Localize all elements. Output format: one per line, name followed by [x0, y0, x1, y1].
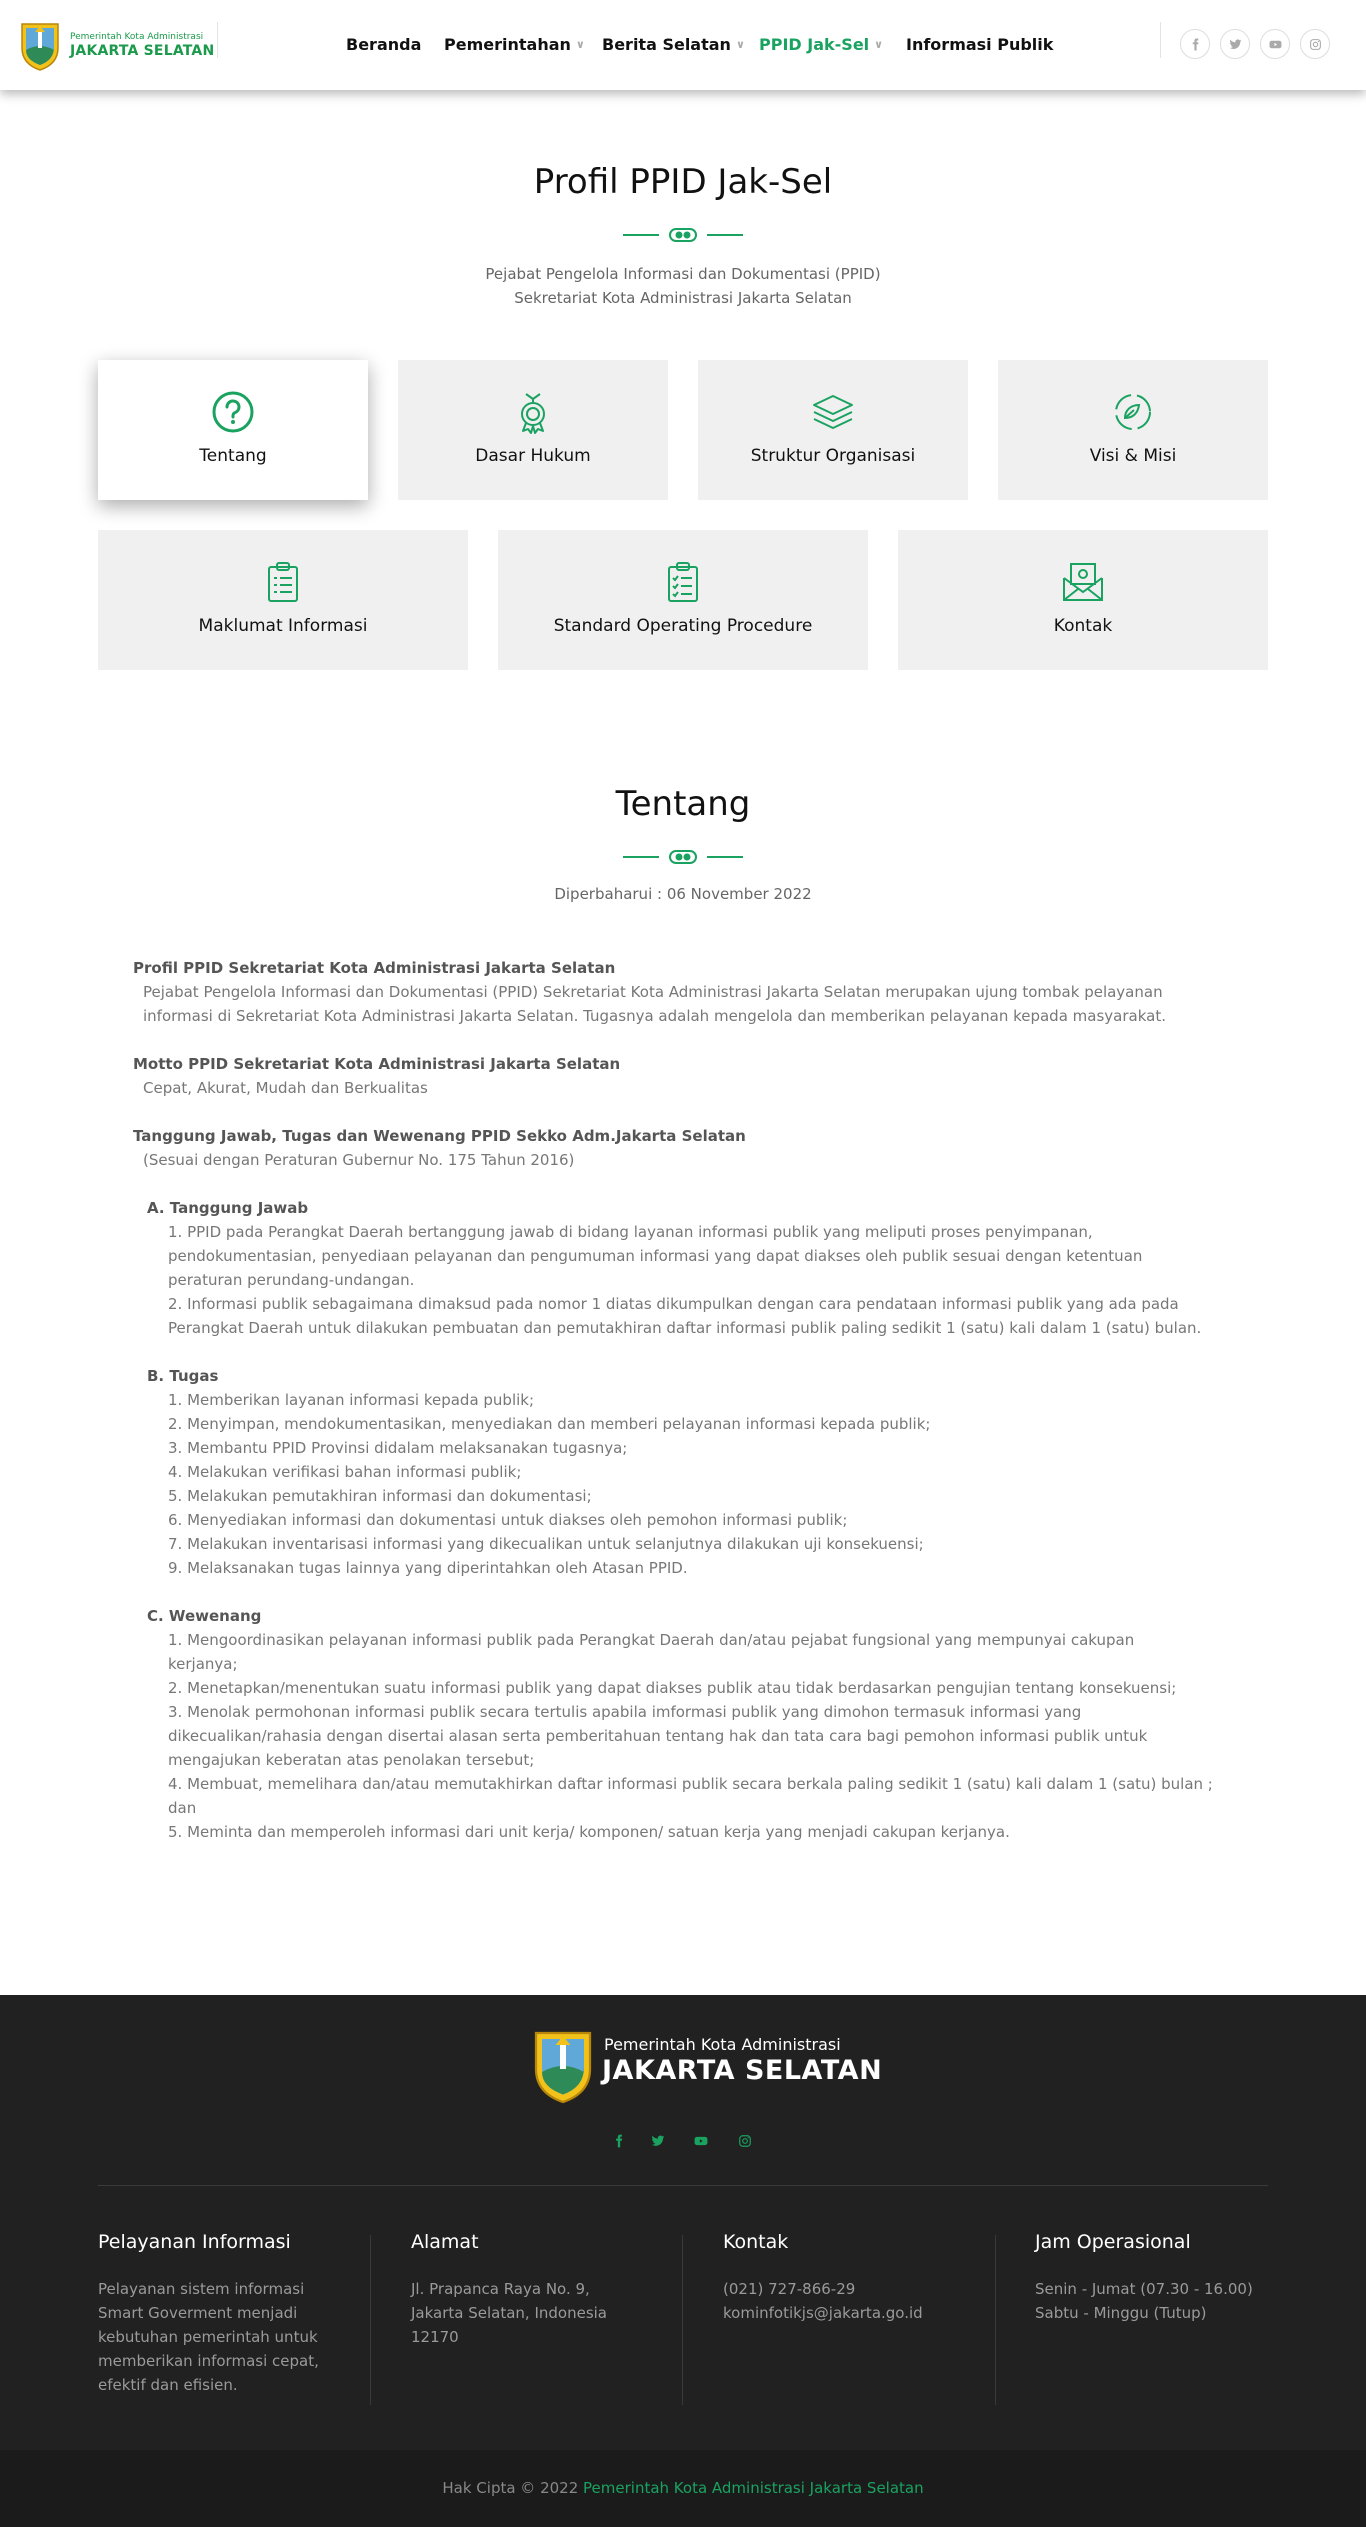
list-item: 2. Informasi publik sebagaimana dimaksud pada nomor 1 diatas dikumpulkan dengan cara pendataan informasi publik yang ada pada [168, 1295, 1179, 1313]
chevron-down-icon: ∨ [735, 38, 745, 51]
tanggung-note: (Sesuai dengan Peraturan Gubernur No. 175 Tahun 2016) [143, 1151, 575, 1169]
footer-col-text: Pelayanan sistem informasi [98, 2280, 305, 2298]
list-item: peraturan perundang-undangan. [168, 1271, 415, 1289]
title-divider-icon [623, 850, 743, 864]
footer-col-divider [995, 2235, 996, 2405]
card-struktur-organisasi[interactable] [698, 360, 968, 500]
list-item: 2. Menetapkan/menentukan suatu informasi publik yang dapat diakses publik atau tidak berdasarkan pengujian tentang konsekuensi; [168, 1679, 1177, 1697]
site-header [0, 0, 1366, 90]
header-divider [217, 22, 218, 58]
instagram-icon[interactable] [738, 2133, 752, 2152]
list-item: dikecualikan/rahasia dengan disertai alasan serta pemberitahuan tentang hak dan tata cara bagi pemohon informasi publik untuk [168, 1727, 1148, 1745]
tanggung-heading: Tanggung Jawab, Tugas dan Wewenang PPID Sekko Adm.Jakarta Selatan [133, 1127, 746, 1145]
card-label: Kontak [1053, 616, 1113, 636]
nav-informasi-publik[interactable]: Informasi Publik [906, 35, 1054, 54]
footer-logo-big-text: JAKARTA SELATAN [602, 2055, 883, 2086]
copyright-bar [0, 2450, 1366, 2527]
list-item: kerjanya; [168, 1655, 238, 1673]
list-item: 6. Menyediakan informasi dan dokumentasi untuk diakses oleh pemohon informasi publik; [168, 1511, 848, 1529]
copyright-link[interactable]: Pemerintah Kota Administrasi Jakarta Selatan [583, 2479, 924, 2497]
card-label: Dasar Hukum [475, 446, 591, 466]
youtube-icon[interactable] [694, 2133, 708, 2152]
footer-col-alamat [411, 2231, 607, 2349]
footer-col-kontak [723, 2231, 923, 2325]
nav-berita-selatan[interactable]: Berita Selatan ∨ [602, 35, 745, 54]
footer-email[interactable]: kominfotikjs@jakarta.go.id [723, 2304, 923, 2322]
clipboard-check-icon [661, 560, 705, 604]
profile-subtitle-line2: Sekretariat Kota Administrasi Jakarta Selatan [514, 289, 852, 307]
footer-col-title: Pelayanan Informasi [98, 2231, 291, 2253]
footer-col-text: Jakarta Selatan, Indonesia [411, 2304, 608, 2322]
motto-text: Cepat, Akurat, Mudah dan Berkualitas [143, 1079, 428, 1097]
footer-col-text: efektif dan efisien. [98, 2376, 238, 2394]
chevron-down-icon: ∨ [874, 38, 884, 51]
list-item: 4. Melakukan verifikasi bahan informasi publik; [168, 1463, 522, 1481]
list-item: Perangkat Daerah untuk dilakukan pembuatan dan pemutakhiran daftar informasi publik paling sedikit 1 (satu) kali dalam 1 (satu) bulan. [168, 1319, 1202, 1337]
card-label: Struktur Organisasi [750, 446, 916, 466]
list-item: dan [168, 1799, 197, 1817]
list-item: 1. Mengoordinasikan pelayanan informasi publik pada Perangkat Daerah dan/atau pejabat fungsional yang mempunyai cakupan [168, 1631, 1135, 1649]
footer-col-text: 12170 [411, 2328, 459, 2346]
footer-logo-small-text: Pemerintah Kota Administrasi [604, 2035, 841, 2054]
list-item: 4. Membuat, memelihara dan/atau memutakhirkan daftar informasi publik secara berkala paling sedikit 1 (satu) kali dalam 1 (satu) bulan ; [168, 1775, 1213, 1793]
card-tentang[interactable] [98, 360, 368, 500]
nav-ppid-jaksel[interactable]: PPID Jak-Sel ∨ [759, 35, 884, 54]
section-c-heading: C. Wewenang [147, 1607, 262, 1625]
twitter-icon[interactable] [651, 2133, 665, 2152]
card-label: Tentang [199, 446, 267, 466]
footer-col-title: Jam Operasional [1035, 2231, 1191, 2253]
footer-col-text: Smart Goverment menjadi [98, 2304, 298, 2322]
list-item: 5. Meminta dan memperoleh informasi dari unit kerja/ komponen/ satuan kerja yang menjadi cakupan kerjanya. [168, 1823, 1010, 1841]
list-item: 3. Menolak permohonan informasi publik secara tertulis apabila imformasi publik yang dimohon termasuk informasi yang [168, 1703, 1082, 1721]
profile-subtitle-line1: Pejabat Pengelola Informasi dan Dokumentasi (PPID) [485, 265, 881, 283]
section-a-heading: A. Tanggung Jawab [147, 1199, 309, 1217]
footer-col-title: Alamat [411, 2231, 479, 2253]
logo-small-text: Pemerintah Kota Administrasi [70, 32, 204, 43]
instagram-icon[interactable] [1300, 29, 1330, 59]
nav-pemerintahan[interactable]: Pemerintahan ∨ [444, 35, 585, 54]
list-item: pendokumentasian, penyediaan pelayanan dan pengumuman informasi yang dapat diakses oleh publik sesuai dengan ketentuan [168, 1247, 1143, 1265]
award-icon [511, 390, 555, 434]
section-b-heading: B. Tugas [147, 1367, 219, 1385]
list-item: 3. Membantu PPID Provinsi didalam melaksanakan tugasnya; [168, 1439, 628, 1457]
tentang-title: Tentang [615, 784, 751, 824]
logo-big-text: JAKARTA SELATAN [70, 43, 215, 59]
list-item: 1. PPID pada Perangkat Daerah bertanggung jawab di bidang layanan informasi publik yang meliputi proses penyimpanan, [168, 1223, 1093, 1241]
jakarta-crest-icon [524, 2027, 602, 2105]
nav-beranda[interactable]: Beranda [346, 35, 422, 54]
jakarta-crest-icon [18, 20, 62, 72]
footer-col-pelayanan [98, 2231, 319, 2397]
footer-col-text: kebutuhan pemerintah untuk [98, 2328, 318, 2346]
list-item: 9. Melaksanakan tugas lainnya yang diperintahkan oleh Atasan PPID. [168, 1559, 688, 1577]
footer-col-text: Senin - Jumat (07.30 - 16.00) [1035, 2280, 1253, 2298]
profil-heading: Profil PPID Sekretariat Kota Administrasi Jakarta Selatan [133, 959, 616, 977]
list-item: 2. Menyimpan, mendokumentasikan, menyediakan dan memberi pelayanan informasi kepada publik; [168, 1415, 931, 1433]
footer-phone[interactable]: (021) 727-866-29 [723, 2280, 856, 2298]
card-maklumat-informasi[interactable] [98, 530, 468, 670]
card-visi-misi[interactable] [998, 360, 1268, 500]
updated-date: Diperbaharui : 06 November 2022 [554, 885, 812, 903]
site-footer [0, 1995, 1366, 2450]
card-standard-operating-procedure[interactable] [498, 530, 868, 670]
question-circle-icon [211, 390, 255, 434]
list-item: 1. Memberikan layanan informasi kepada publik; [168, 1391, 535, 1409]
tentang-content [133, 956, 1243, 1844]
twitter-icon[interactable] [1220, 29, 1250, 59]
card-label: Maklumat Informasi [198, 616, 368, 636]
profil-text: informasi di Sekretariat Kota Administrasi Jakarta Selatan. Tugasnya adalah mengelola dan memberikan pelayanan kepada masyarakat. [143, 1007, 1166, 1025]
clipboard-list-icon [261, 560, 305, 604]
card-kontak[interactable] [898, 530, 1268, 670]
copyright-text: Hak Cipta © 2022 [442, 2479, 579, 2497]
card-dasar-hukum[interactable] [398, 360, 668, 500]
list-item: 7. Melakukan inventarisasi informasi yang dikecualikan untuk selanjutnya dilakukan uji konsekuensi; [168, 1535, 924, 1553]
list-item: mengajukan keberatan atas penolakan tersebut; [168, 1751, 535, 1769]
footer-col-jam [1035, 2231, 1253, 2325]
chevron-down-icon: ∨ [575, 38, 585, 51]
footer-col-text: Jl. Prapanca Raya No. 9, [411, 2280, 590, 2298]
facebook-icon[interactable] [612, 2133, 626, 2152]
footer-divider [98, 2185, 1268, 2186]
motto-heading: Motto PPID Sekretariat Kota Administrasi Jakarta Selatan [133, 1055, 621, 1073]
youtube-icon[interactable] [1260, 29, 1290, 59]
title-divider-icon [623, 228, 743, 242]
facebook-icon[interactable] [1180, 29, 1210, 59]
profile-title: Profil PPID Jak-Sel [533, 162, 833, 202]
layers-icon [811, 390, 855, 434]
site-logo[interactable] [18, 20, 214, 72]
list-item: 5. Melakukan pemutakhiran informasi dan dokumentasi; [168, 1487, 592, 1505]
profil-text: Pejabat Pengelola Informasi dan Dokumentasi (PPID) Sekretariat Kota Administrasi Jakarta Selatan merupakan ujung tombak pelayanan [143, 983, 1163, 1001]
footer-col-text: Sabtu - Minggu (Tutup) [1035, 2304, 1207, 2322]
footer-col-title: Kontak [723, 2231, 789, 2253]
header-divider [1160, 22, 1161, 58]
footer-col-text: memberikan informasi cepat, [98, 2352, 319, 2370]
card-label: Visi & Misi [1089, 446, 1177, 466]
footer-col-divider [682, 2235, 683, 2405]
footer-col-divider [370, 2235, 371, 2405]
card-label: Standard Operating Procedure [553, 616, 813, 636]
mail-at-icon [1061, 560, 1105, 604]
eco-leaves-icon [1111, 390, 1155, 434]
